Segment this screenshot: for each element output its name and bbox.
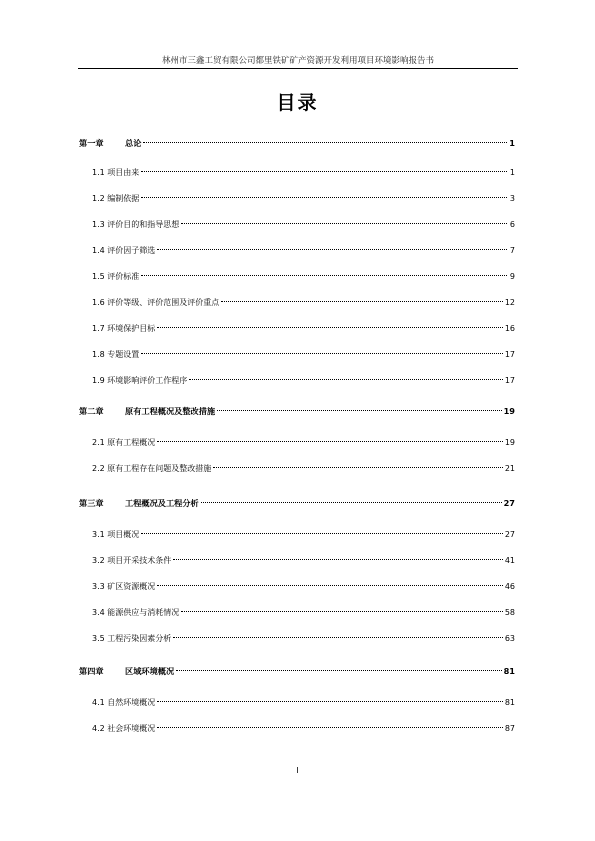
toc-chapter-entry[interactable] — [79, 404, 515, 418]
entry-page-number: 9 — [509, 272, 515, 281]
entry-label: 3.4 能源供应与消耗情况 — [92, 608, 180, 617]
dot-leader — [173, 559, 503, 560]
entry-page-number: 41 — [504, 556, 515, 565]
toc-section-entry[interactable] — [92, 462, 515, 476]
entry-label: 工程概况及工程分析 — [125, 498, 199, 508]
dot-leader — [141, 533, 503, 534]
entry-page-number: 6 — [509, 220, 515, 229]
entry-label: 3.3 矿区资源概况 — [92, 582, 156, 591]
dot-leader — [181, 611, 503, 612]
dot-leader — [157, 249, 507, 250]
entry-page-number: 1 — [509, 138, 515, 148]
dot-leader — [141, 197, 507, 198]
entry-label: 1.5 评价标准 — [92, 272, 140, 281]
entry-page-number: 16 — [504, 324, 515, 333]
dot-leader — [217, 410, 502, 411]
entry-label: 1.9 环境影响评价工作程序 — [92, 376, 188, 385]
toc-chapter-entry[interactable] — [79, 664, 515, 678]
entry-page-number: 12 — [504, 298, 515, 307]
entry-label: 区域环境概况 — [125, 666, 175, 676]
toc-section-entry[interactable] — [92, 554, 515, 568]
entry-label: 总论 — [125, 138, 142, 148]
entry-label: 1.2 编制依据 — [92, 194, 140, 203]
toc-section-entry[interactable] — [92, 436, 515, 450]
entry-label: 2.2 原有工程存在问题及整改措施 — [92, 464, 212, 473]
dot-leader — [141, 275, 507, 276]
dot-leader — [141, 353, 503, 354]
entry-label: 1.4 评价因子筛选 — [92, 246, 156, 255]
dot-leader — [157, 441, 503, 442]
toc-title: 目录 — [276, 92, 319, 114]
dot-leader — [157, 701, 503, 702]
entry-label: 1.3 评价目的和指导思想 — [92, 220, 180, 229]
toc-section-entry[interactable] — [92, 632, 515, 646]
entry-page-number: 3 — [509, 194, 515, 203]
entry-label: 3.1 项目概况 — [92, 530, 140, 539]
toc-section-entry[interactable] — [92, 348, 515, 362]
chapter-number: 第四章 — [79, 666, 104, 676]
dot-leader — [176, 670, 501, 671]
toc-section-entry[interactable] — [92, 696, 515, 710]
entry-page-number: 46 — [504, 582, 515, 591]
entry-page-number: 27 — [503, 498, 515, 508]
toc-chapter-entry[interactable] — [79, 496, 515, 510]
entry-page-number: 63 — [504, 634, 515, 643]
entry-label: 原有工程概况及整改措施 — [125, 406, 216, 416]
entry-page-number: 58 — [504, 608, 515, 617]
entry-page-number: 81 — [504, 698, 515, 707]
entry-page-number: 19 — [503, 406, 515, 416]
entry-page-number: 81 — [503, 666, 515, 676]
entry-page-number: 7 — [509, 246, 515, 255]
toc-section-entry[interactable] — [92, 244, 515, 258]
entry-label: 2.1 原有工程概况 — [92, 438, 156, 447]
entry-page-number: 1 — [509, 168, 515, 177]
dot-leader — [157, 327, 503, 328]
chapter-number: 第一章 — [79, 138, 104, 148]
entry-label: 4.1 自然环境概况 — [92, 698, 156, 707]
dot-leader — [143, 142, 507, 143]
toc-section-entry[interactable] — [92, 296, 515, 310]
toc-section-entry[interactable] — [92, 374, 515, 388]
toc-section-entry[interactable] — [92, 528, 515, 542]
toc-section-entry[interactable] — [92, 192, 515, 206]
dot-leader — [157, 727, 503, 728]
page-number: I — [296, 766, 299, 775]
chapter-number: 第二章 — [79, 406, 104, 416]
toc-section-entry[interactable] — [92, 606, 515, 620]
dot-leader — [173, 637, 503, 638]
dot-leader — [213, 467, 503, 468]
toc-section-entry[interactable] — [92, 322, 515, 336]
entry-page-number: 87 — [504, 724, 515, 733]
entry-label: 1.7 环境保护目标 — [92, 324, 156, 333]
entry-page-number: 27 — [504, 530, 515, 539]
entry-page-number: 17 — [504, 376, 515, 385]
toc-section-entry[interactable] — [92, 218, 515, 232]
dot-leader — [157, 585, 503, 586]
toc-chapter-entry[interactable] — [79, 136, 515, 150]
entry-label: 1.1 项目由来 — [92, 168, 140, 177]
running-header: 林州市三鑫工贸有限公司都里铁矿矿产资源开发利用项目环境影响报告书 — [161, 56, 434, 66]
dot-leader — [189, 379, 503, 380]
dot-leader — [221, 301, 503, 302]
entry-label: 4.2 社会环境概况 — [92, 724, 156, 733]
toc-section-entry[interactable] — [92, 166, 515, 180]
entry-page-number: 21 — [504, 464, 515, 473]
dot-leader — [181, 223, 507, 224]
entry-page-number: 17 — [504, 350, 515, 359]
dot-leader — [141, 171, 507, 172]
entry-label: 3.5 工程污染因素分析 — [92, 634, 172, 643]
entry-label: 1.6 评价等级、评价范围及评价重点 — [92, 298, 220, 307]
toc-section-entry[interactable] — [92, 270, 515, 284]
entry-label: 1.8 专题设置 — [92, 350, 140, 359]
entry-page-number: 19 — [504, 438, 515, 447]
toc-section-entry[interactable] — [92, 722, 515, 736]
dot-leader — [201, 502, 502, 503]
toc-section-entry[interactable] — [92, 580, 515, 594]
chapter-number: 第三章 — [79, 498, 104, 508]
entry-label: 3.2 项目开采技术条件 — [92, 556, 172, 565]
